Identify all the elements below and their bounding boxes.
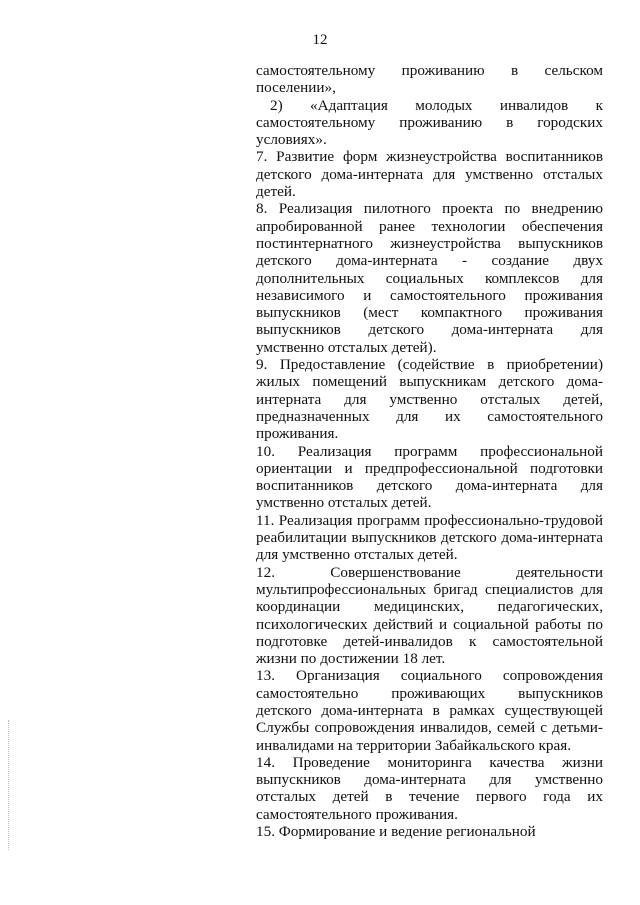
paragraph-item-15: 15. Формирование и ведение региональной: [256, 823, 536, 841]
paragraph-item-10: 10. Реализация программ профессиональной ориентации и предпрофессиональной подготовки воспитанников детского дома-интерната для умственно отсталых детей.: [256, 442, 603, 512]
document-body: [256, 62, 603, 840]
paragraph-item-7: 7. Развитие форм жизнеустройства воспитанников детского дома-интерната для умственно отсталых детей.: [256, 148, 603, 201]
page-number: 12: [312, 32, 328, 48]
paragraph-item-13: 13. Организация социального сопровождения самостоятельно проживающих выпускников детского дома-интерната в рамках существующей Службы сопровождения инвалидов, семей с детьми-инвалидами на территории Забайкальского края.: [256, 667, 603, 754]
paragraph-continuation: самостоятельному проживанию в сельском поселении»,: [256, 62, 603, 97]
paragraph-item-14: 14. Проведение мониторинга качества жизни выпускников дома-интерната для умственно отсталых детей в течение первого года их самостоятельного проживания.: [256, 753, 603, 823]
paragraph-item-8: 8. Реализация пилотного проекта по внедрению апробированной ранее технологии обеспечения постинтернатного жизнеустройства выпускников детского дома-интерната - создание двух дополнительных социальных комплексов для независимого и самостоятельного проживания выпускников (мест компактного проживания выпускников детского дома-интерната для умственно отсталых детей).: [256, 200, 603, 356]
scan-margin-artifact: [8, 720, 11, 850]
paragraph-item-11: 11. Реализация программ профессионально-трудовой реабилитации выпускников детского дома-интерната для умственно отсталых детей.: [256, 511, 603, 564]
paragraph-item-12: 12. Совершенствование деятельности мультипрофессиональных бригад специалистов для координации медицинских, педагогических, психологических действий и социальной работы по подготовке детей-инвалидов к самостоятельной жизни по достижении 18 лет.: [256, 563, 603, 668]
paragraph-item-9: 9. Предоставление (содействие в приобретении) жилых помещений выпускникам детского дома-интерната для умственно отсталых детей, предназначенных для их самостоятельного проживания.: [256, 356, 603, 443]
paragraph-subitem-2: 2) «Адаптация молодых инвалидов к самостоятельному проживанию в городских условиях».: [256, 96, 603, 149]
